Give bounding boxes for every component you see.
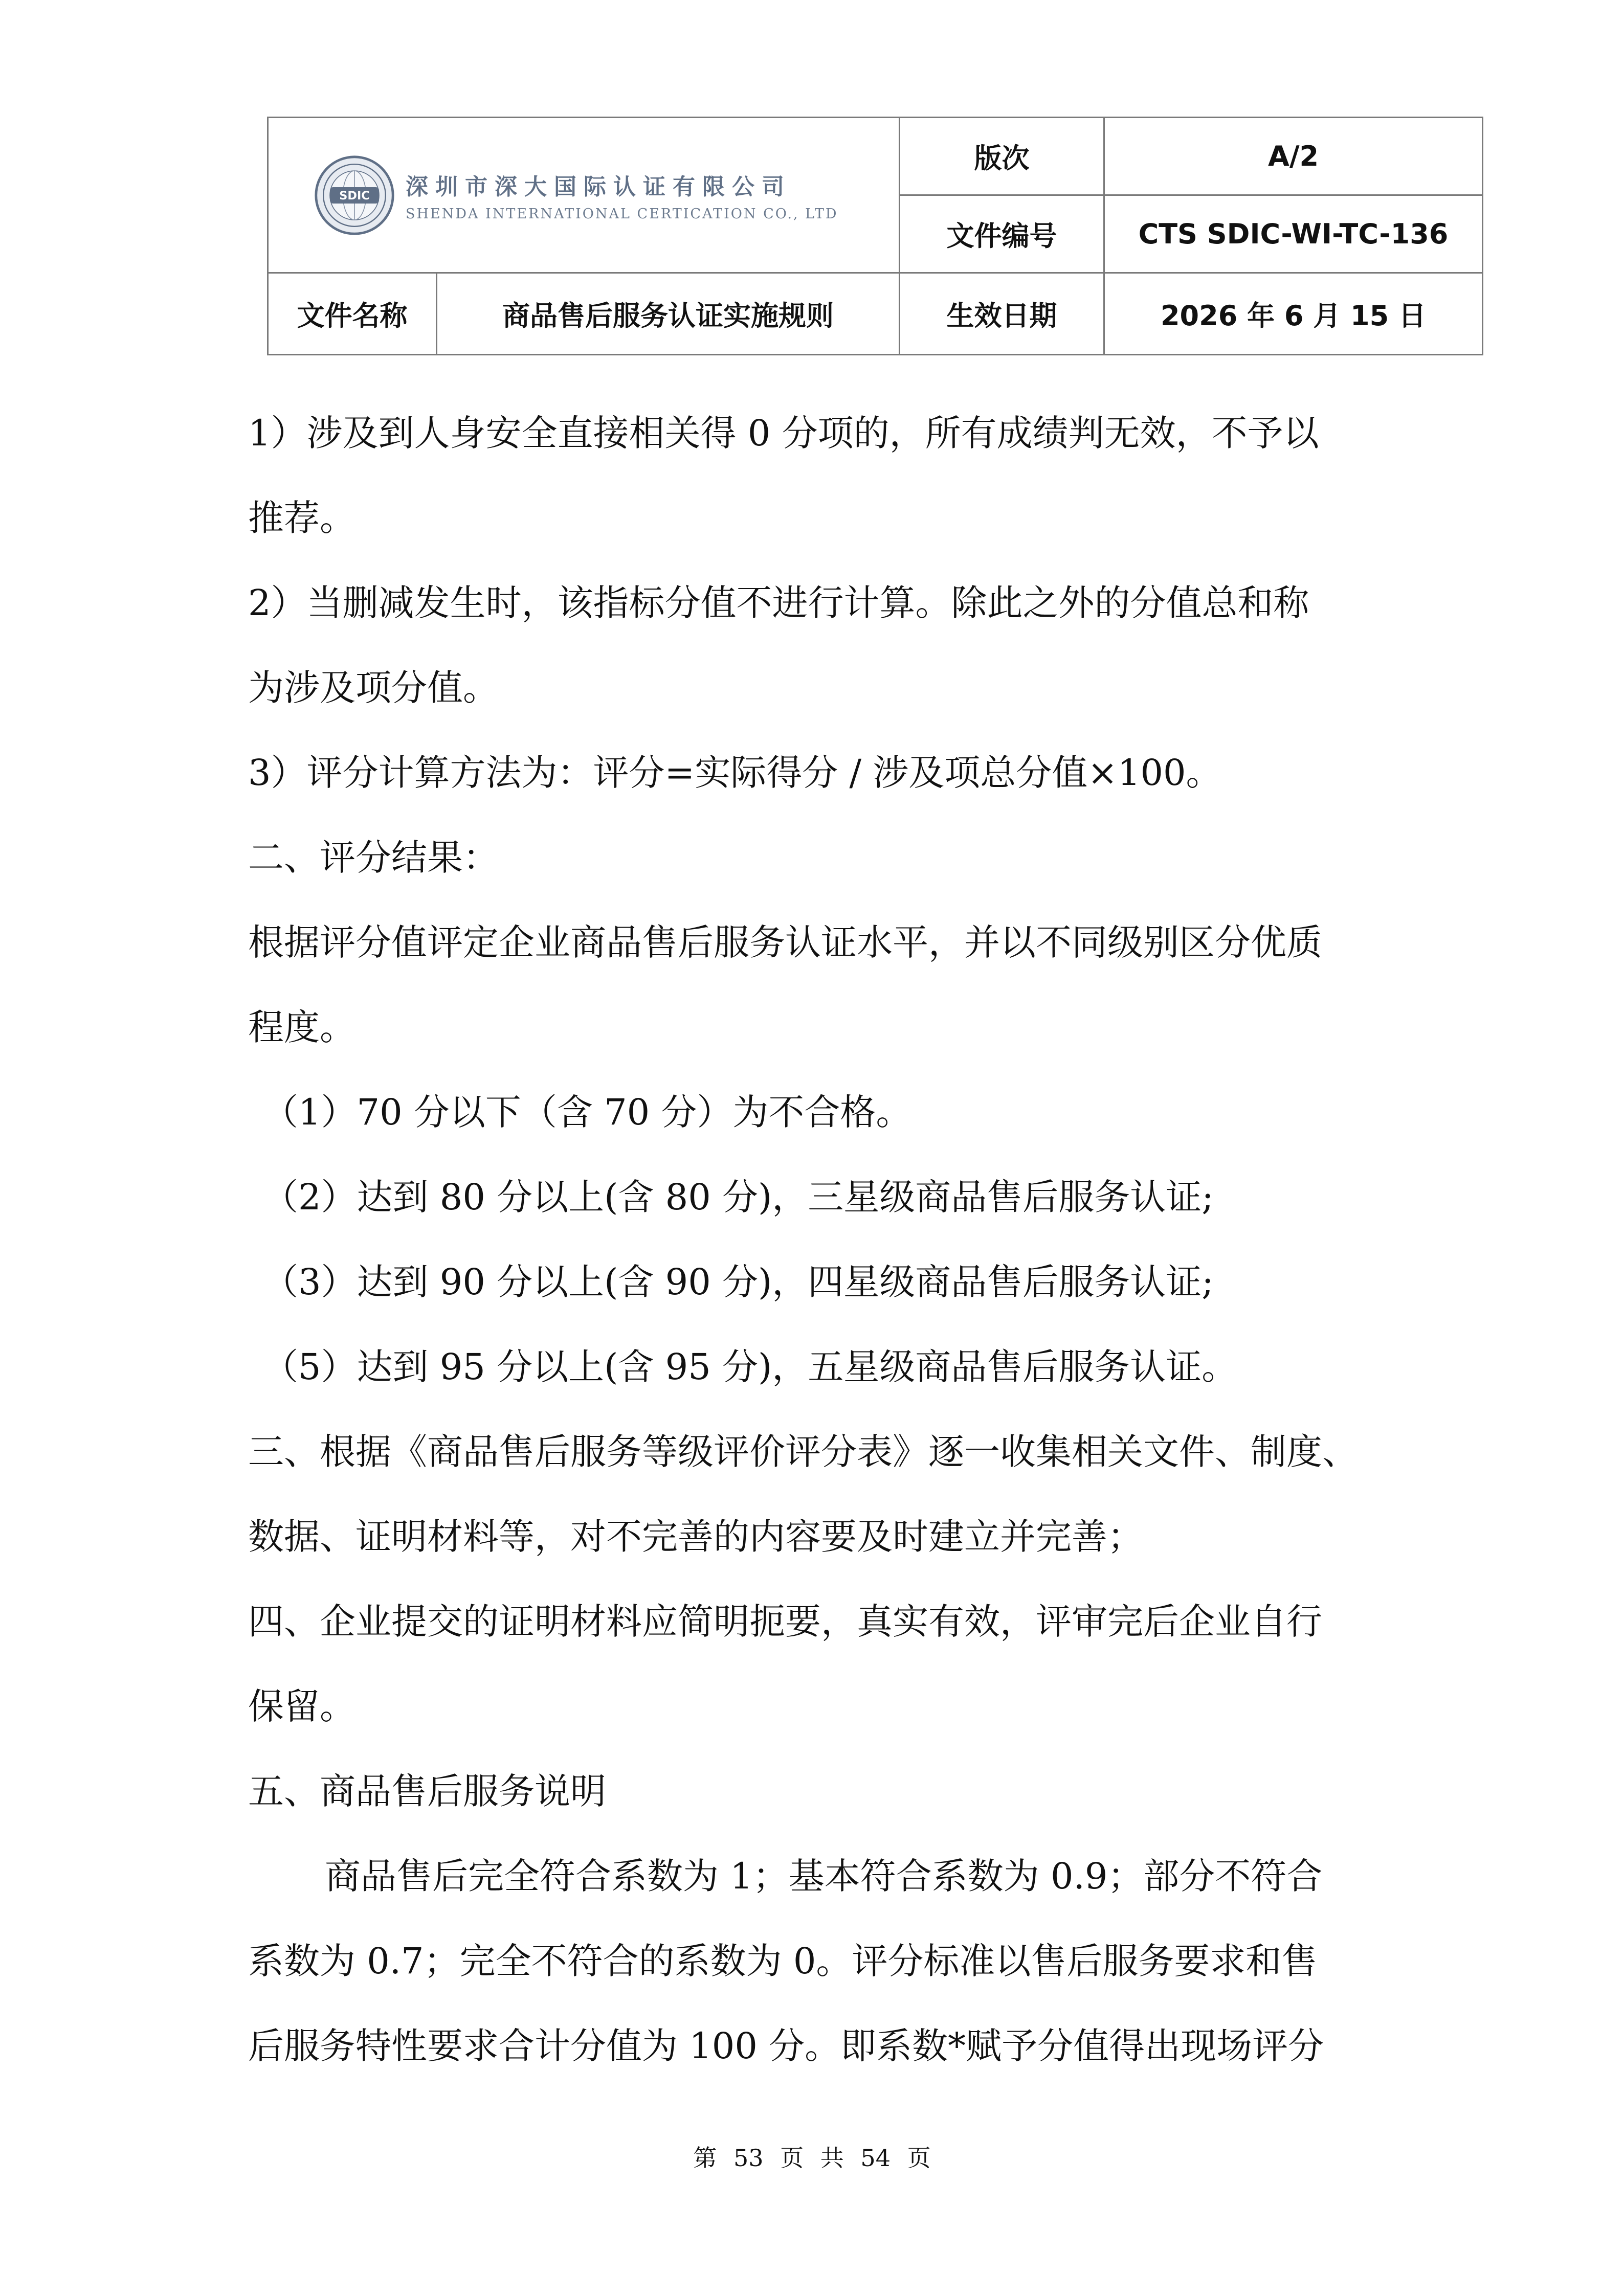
body-line: 后服务特性要求合计分值为 100 分。即系数*赋予分值得出现场评分 xyxy=(248,2025,1324,2067)
company-logo-cell xyxy=(268,118,900,273)
section-heading: 五、商品售后服务说明 xyxy=(248,1770,606,1812)
document-header-table xyxy=(267,117,1483,355)
logo-text: SDIC xyxy=(339,189,370,202)
company-name-cn: 深圳市深大国际认证有限公司 xyxy=(406,174,791,200)
doc-name-label: 文件名称 xyxy=(268,273,437,355)
body-line: 数据、证明材料等，对不完善的内容要及时建立并完善； xyxy=(248,1516,1143,1558)
doc-number-label: 文件编号 xyxy=(900,195,1104,273)
grade-item: （1）70 分以下（含 70 分）为不合格。 xyxy=(262,1091,912,1133)
body-line: 2）当删减发生时，该指标分值不进行计算。除此之外的分值总和称 xyxy=(248,582,1309,624)
version-value: A/2 xyxy=(1104,118,1483,195)
effective-date-value: 2026 年 6 月 15 日 xyxy=(1104,273,1483,355)
company-name-en: SHENDA INTERNATIONAL CERTICATION CO., LTD xyxy=(406,206,838,222)
body-line: 1）涉及到人身安全直接相关得 0 分项的，所有成绩判无效，不予以 xyxy=(248,412,1319,454)
section-heading: 三、根据《商品售后服务等级评价评分表》逐一收集相关文件、制度、 xyxy=(248,1431,1358,1473)
page-number: 第 53 页 共 54 页 xyxy=(693,2144,931,2172)
body-line: 为涉及项分值。 xyxy=(248,667,499,709)
section-heading: 二、评分结果： xyxy=(248,837,499,879)
body-line: 保留。 xyxy=(248,1685,355,1727)
effective-date-label: 生效日期 xyxy=(900,273,1104,355)
grade-item: （2）达到 80 分以上(含 80 分)，三星级商品售后服务认证; xyxy=(262,1176,1214,1218)
doc-name-value: 商品售后服务认证实施规则 xyxy=(437,273,900,355)
body-line: 3）评分计算方法为：评分=实际得分 / 涉及项总分值×100。 xyxy=(248,752,1222,794)
body-line: 推荐。 xyxy=(248,497,355,539)
body-line: 系数为 0.7；完全不符合的系数为 0。评分标准以售后服务要求和售 xyxy=(248,1940,1318,1982)
grade-item: （3）达到 90 分以上(含 90 分)，四星级商品售后服务认证; xyxy=(262,1261,1214,1303)
body-line: 根据评分值评定企业商品售后服务认证水平，并以不同级别区分优质 xyxy=(248,921,1322,963)
body-line: 程度。 xyxy=(248,1006,355,1048)
doc-number-value: CTS SDIC-WI-TC-136 xyxy=(1104,195,1483,273)
grade-item: （5）达到 95 分以上(含 95 分)，五星级商品售后服务认证。 xyxy=(262,1346,1238,1388)
section-heading: 四、企业提交的证明材料应简明扼要，真实有效，评审完后企业自行 xyxy=(248,1601,1322,1642)
body-line: 商品售后完全符合系数为 1；基本符合系数为 0.9；部分不符合 xyxy=(325,1855,1323,1897)
company-seal-logo xyxy=(314,154,395,236)
document-body xyxy=(248,391,1399,2088)
version-label: 版次 xyxy=(900,118,1104,195)
